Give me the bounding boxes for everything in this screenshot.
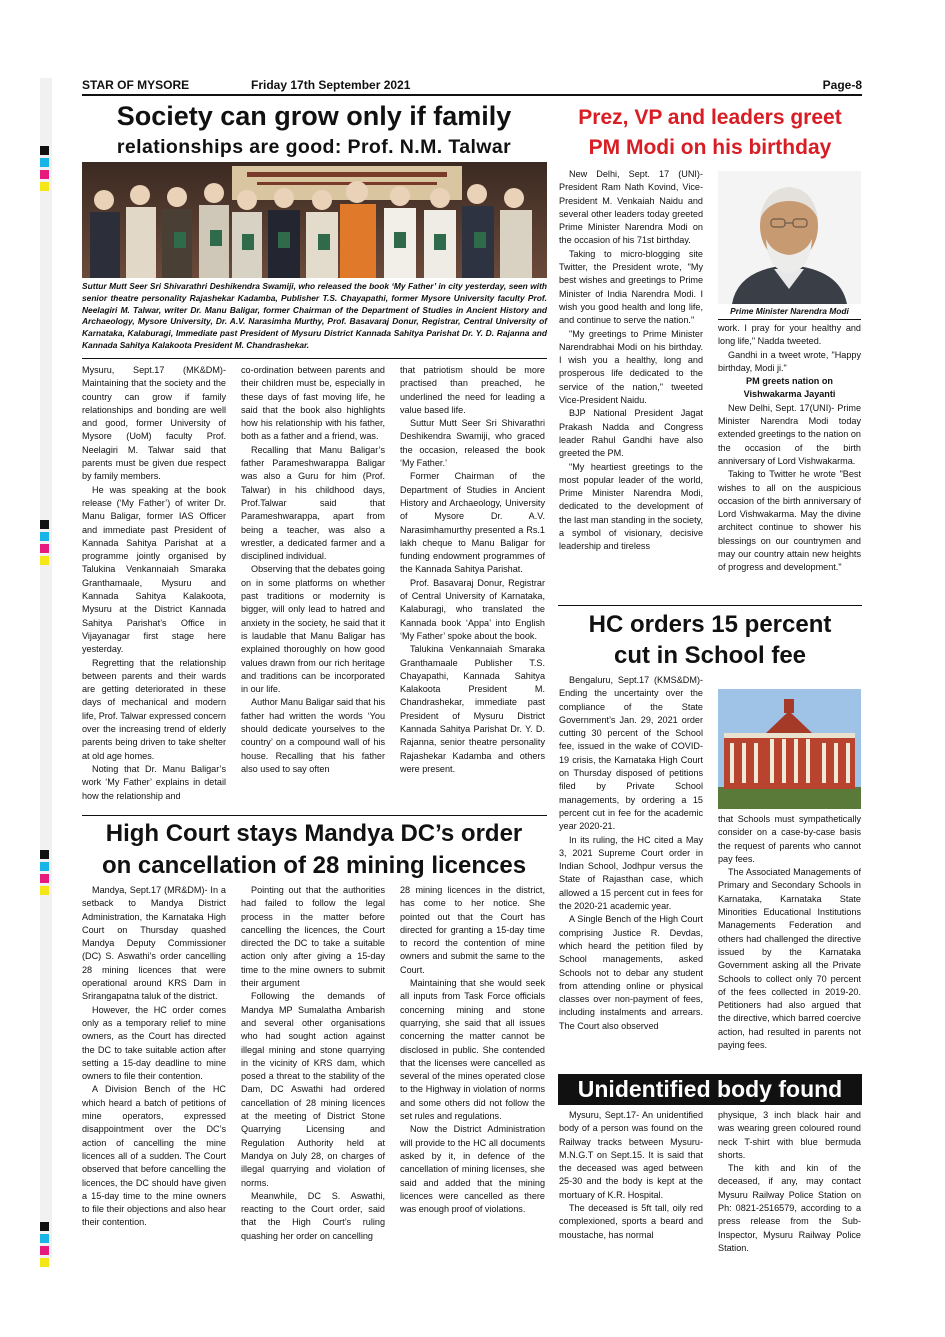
paragraph: Gandhi in a tweet wrote, "Happy birthday, Modi ji."	[718, 349, 861, 373]
paragraph: Maintaining that she would seek all inputs from Task Force officials concerning mining and stone quarrying, she said that all issues concerning the matter cannot be disclosed in public. She contended that the licenses were cancelled as several of the mines operated close to the Highway in violation of norms and some others did not follow the set rules and regulations.	[400, 978, 545, 1122]
book-release-photo	[82, 162, 547, 278]
story1-headline-line1: Society can grow only if family	[116, 101, 512, 131]
paragraph: Following the demands of Mandya MP Sumalatha Ambarish and several other organisations who had sought action against illegal mining and stone quarrying in the vicinity of KRS dam, which posed a threat to the stability of the Dam, DC Aswathi had ordered cancellation of 28 mining licences at the meeting of District Stone Quarrying Licensing and Regulation Authority held at Mandya on July 28, on charges of illegal quarrying and violation of norms.	[241, 991, 385, 1188]
registration-marks-bottom	[40, 1222, 49, 1267]
registration-marks-lower	[40, 850, 49, 895]
modi-portrait-image	[718, 171, 861, 304]
paragraph: 28 mining licences in the district, has come to her notice. She pointed out that the Court has directed for granting a 15-day time to record the contention of mine owners and submit the same to the Court.	[400, 885, 545, 975]
story2-column-2	[718, 322, 861, 575]
paragraph: Prof. Basavaraj Donur, Registrar of Central University of Karnataka, Kalaburagi, who translated the Kannada book ‘Appa’ into English ‘My Father’ spoke about the book.	[400, 577, 545, 641]
paragraph: "My heartiest greetings to the most popular leader of the world, Prime Minister Narendra Modi, dedicated to the development of the last man standing in the society, a symbol of visionary, decisive leadership and tireless	[559, 461, 703, 552]
story3-column-2	[718, 813, 861, 1052]
paragraph: physique, 3 inch black hair and was wearing green coloured round neck T-shirt with blue bermuda shorts.	[718, 1110, 861, 1160]
page-number: Page-8	[822, 78, 862, 92]
story4-headline-line2: on cancellation of 28 mining licences	[101, 852, 527, 879]
story5-column-2	[718, 1109, 861, 1255]
paragraph: Mandya, Sept.17 (MR&DM)- In a setback to Mandya District Administration, the Karnataka High Court on Thursday quashed Mandya Deputy Commissioner (DC) S. Aswathi’s order cancelling 28 mining licences that were operational around KRS Dam in Srirangapatna taluk of the district.	[82, 885, 226, 1002]
paragraph: Now the District Administration will provide to the HC all documents asked by it, in defence of the cancellation of mining licenses, she said and added that the mining licences were cancelled as there was enough proof of violations.	[400, 1124, 545, 1215]
issue-date: Friday 17th September 2021	[251, 78, 411, 92]
paragraph: Observing that the debates going on in some platforms on whether past traditions or modernity is bigger, will only lead to hatred and anxiety in the society, he said that it is laudable that Manu Baligar has explained thoroughly on how good values drawn from our rich heritage and traditions can be incorporated in our life.	[241, 564, 385, 695]
paragraph: A Division Bench of the HC which heard a batch of petitions of mine operators, expressed disappointment over the DC’s action of cancelling the mine licences all of a sudden. The Court observed that before cancelling the licences, the DC should have given a 15-day time to the mine owners to file their objections and also hear their contention.	[82, 1084, 226, 1228]
paragraph: BJP National President Jagat Prakash Nadda and Congress leader Rahul Gandhi have also greeted the PM.	[559, 408, 703, 459]
story1-column-3	[400, 364, 545, 776]
story2-subheading-line2: Vishwakarma Jayanti	[743, 389, 836, 400]
story2-column-1	[559, 168, 703, 554]
story5-headline-banner: Unidentified body found	[558, 1074, 862, 1105]
paragraph: Former Chairman of the Department of Studies in Ancient History and Archaeology, University of Mysore Dr. A.V. Narasimhamurthy presented a Rs.1 lakh cheque to Manu Baligar for funding endowment programmes of the Kannada Sahitya Parishat.	[400, 471, 545, 575]
registration-marks-mid	[40, 520, 49, 565]
paragraph: The kith and kin of the deceased, if any, may contact Mysuru Railway Police Station on Ph: 0821-2516579, according to a press release from the Sub-Inspector, Mysuru Railway Police Station.	[718, 1163, 861, 1253]
paragraph: In its ruling, the HC cited a May 3, 2021 Supreme Court order in Indian School, Jodhpur versus the State of Rajasthan case, which allowed a 15 percent cut in fees for the 2020-21 academic year.	[559, 834, 703, 912]
story4-column-1	[82, 884, 226, 1230]
story2-subheading-line1: PM greets nation on	[746, 376, 833, 387]
paragraph: that Schools must sympathetically consider on a case-by-case basis the request of parents who cannot pay fees.	[718, 814, 861, 864]
story1-caption-rule	[82, 358, 547, 359]
paragraph: The deceased is 5ft tall, oily red complexioned, sports a beard and moustache, has normal	[559, 1203, 703, 1240]
paragraph: Noting that Dr. Manu Baligar’s work ‘My Father’ explains in detail how the relationship and	[82, 763, 226, 801]
registration-marks-top	[40, 146, 49, 191]
paragraph: Author Manu Baligar said that his father had written the words ‘You should dedicate yourselves to the country’ on a compound wall of his house. Recalling that his father also used to say often	[241, 697, 385, 774]
story3-headline-line1: HC orders 15 percent	[588, 611, 832, 638]
story2-bottom-rule	[558, 605, 862, 606]
paragraph: Meanwhile, DC S. Aswathi, reacting to the Court order, said that the High Court’s ruling quashing her order on cancelling	[241, 1190, 385, 1241]
paragraph: Bengaluru, Sept.17 (KMS&DM)- Ending the uncertainty over the compliance of the State Government’s Jan. 29, 2021 order cutting 30 percent of the School fee, issued in the wake of COVID-19 crisis, the Karnataka High Court on Thursday disposed of petitions filed by Private School managements, by ordering a 15 percent cut in fee for the academic year 2020-21.	[559, 675, 703, 832]
paragraph: Recalling that Manu Baligar’s father Parameshwarappa Baligar was also a Guru for him (Prof. Talwar) in his childhood days, Prof.Talwar said that Parameshwarappa, apart from being a teacher, was also a wrestler, a dedicated farmer and a disciplined individual.	[241, 444, 385, 562]
story2-headline-line2: PM Modi on his birthday	[588, 136, 832, 159]
story2-headline-line1: Prez, VP and leaders greet	[578, 106, 842, 129]
paragraph: that patriotism should be more practised than preached, he underlined the need for leading a value based life.	[400, 365, 545, 415]
story1-column-1	[82, 364, 226, 803]
paragraph: However, the HC order comes only as a temporary relief to mine owners, as the Court has directed the DC to take suitable action after setting a 15-day deadline to mine owners to file their contention.	[82, 1004, 226, 1082]
story1-headline-line2: relationships are good: Prof. N.M. Talwar	[116, 136, 512, 158]
paragraph: Taking to micro-blogging site Twitter, the President wrote, "My best wishes and greetings to Prime Minister of India Narendra Modi. I wish you good health and long life, and continue to serve the nation."	[559, 248, 703, 326]
paragraph: The Associated Managements of Primary and Secondary Schools in Karnataka, Karnataka State Minorities Educational Institutions Managements Federation and others had challenged the directive issued by the Karnataka Government asking all the Private Schools to collect only 70 percent of the fees collected in 2019-20. Petitioners had also argued that the directive, which barred coercive action, had resulted in parents not paying fees.	[718, 867, 861, 1051]
print-margin-strip	[40, 78, 52, 1258]
paragraph: co-ordination between parents and their children must be, especially in these days of fast moving life, he said that the book also highlights how his relationship with his father, both as a father and a friend, was.	[241, 365, 385, 442]
high-court-photo	[718, 689, 861, 809]
story1-photo	[82, 162, 547, 278]
story2-photo-caption: Prime Minister Narendra Modi	[730, 306, 849, 316]
high-court-building-image	[718, 689, 861, 809]
paragraph: A Single Bench of the High Court comprising Justice R. Devdas, which heard the petition filed by School managements, asked Schools not to debar any student from attending online or physical classes over non-payment of fees, including instalments and arrears. The Court also observed	[559, 914, 703, 1031]
paragraph: Suttur Mutt Seer Sri Shivarathri Deshikendra Swamiji, who graced the occasion, released the book ‘My Father.’	[400, 418, 545, 469]
paragraph: "My greetings to Prime Minister Narendrabhai Modi on his birthday. I wish you a healthy, long and prosperous life dedicated to the service of the nation," tweeted Vice-President Naidu.	[559, 328, 703, 406]
paragraph: Pointing out that the authorities had failed to follow the legal process in the matter before cancelling the licences, the Court directed the DC to take a suitable action only after giving a 15-day time to the mine owners to submit their argument	[241, 885, 385, 989]
paragraph: Mysuru, Sept.17 (MK&DM)- Maintaining that the society and the country can grow if family relationships and bonding are well and good, former University of Mysore (UoM) faculty Prof. Neelagiri M. Talwar said that parents must be given due respect by family members.	[82, 365, 226, 482]
story3-headline-line2: cut in School fee	[613, 642, 807, 669]
story4-top-rule	[82, 815, 547, 816]
paragraph: New Delhi, Sept. 17(UNI)- Prime Minister Narendra Modi today extended greetings to the nation on the occasion of the birth anniversary of Lord Vishwakarma.	[718, 402, 861, 466]
story4-column-3	[400, 884, 545, 1216]
modi-portrait	[718, 171, 861, 304]
paragraph: New Delhi, Sept. 17 (UNI)- President Ram Nath Kovind, Vice-President M. Venkaiah Naidu and several other leaders today greeted Prime Minister Narendra Modi on the occasion of his 71st birthday.	[559, 169, 703, 246]
paragraph: Regretting that the relationship between parents and their wards are getting deteriorated in these days of mechanical and modern life, Prof. Talwar expressed concern over the increasing trend of elderly parents being driven to take shelter at old age homes.	[82, 657, 226, 761]
paragraph: He was speaking at the book release (‘My Father’) of writer Dr. Manu Baligar, former IAS Officer and immediate past President of Kannada Sahitya Parishat at a programme jointly organised by Talukina Venkannaiah Smaraka Granthamaale, Mysuru and Kannada Sahitya Kalakoota, Mysuru at the District Kannada Sahitya Parishat’s Office in Vijayanagar first stage here yesterday.	[82, 484, 226, 655]
paragraph: Talukina Venkannaiah Smaraka Granthamaale Publisher T.S. Chayapathi, Kannada Sahitya Kalakoota President M. Chandrashekar, immediate past President of Mysuru District Kannada Sahitya Parishat Dr. Y. D. Rajanna, senior theatre personality Rajashekar Kadamba and others were present.	[400, 644, 545, 774]
story1-column-2	[241, 364, 385, 776]
paragraph: work. I pray for your healthy and long life," Nadda tweeted.	[718, 323, 861, 347]
header-rule	[82, 94, 862, 96]
paragraph: Taking to Twitter he wrote "Best wishes to all on the auspicious occasion of the birth anniversary of Lord Vishwakarma. May the divine architect continue to shower his blessings on our countrymen and may our country attain new heights of progress and development."	[718, 469, 861, 573]
story5-column-1	[559, 1109, 703, 1242]
story4-column-2	[241, 884, 385, 1243]
story2-caption-rule	[718, 319, 861, 320]
paper-name: STAR OF MYSORE	[82, 78, 190, 92]
paragraph: Mysuru, Sept.17- An unidentified body of a person was found on the Railway tracks between Mysuru-M.N.G.T on Sept.15. It is said that the deceased was aged between 25-30 and the body is kept at the mortuary of K.R. Hospital.	[559, 1110, 703, 1200]
story4-headline-line1: High Court stays Mandya DC’s order	[105, 820, 523, 847]
story3-column-1	[559, 674, 703, 1033]
story1-photo-caption: Suttur Mutt Seer Sri Shivarathri Deshikendra Swamiji, who released the book ‘My Father’ in city yesterday, seen with senior theatre personality Rajashekar Kadamba, Publisher T.S. Chayapathi, former Mysore University faculty Prof. Neelagiri M. Talwar, writer Dr. Manu Baligar, former Chairman of the Department of Studies in Ancient History and Archaeology, Mysore University, Dr. A.V. Narasimha Murthy, Prof. Basavaraj Donur, Registrar, Central University of Karnataka, Kalaburagi, Immediate past President of Mysuru District Kannada Sahitya Parishat Dr. Y. D. Rajanna and Kannada Sahitya Kalakoota President M. Chandrashekar.	[82, 281, 547, 350]
